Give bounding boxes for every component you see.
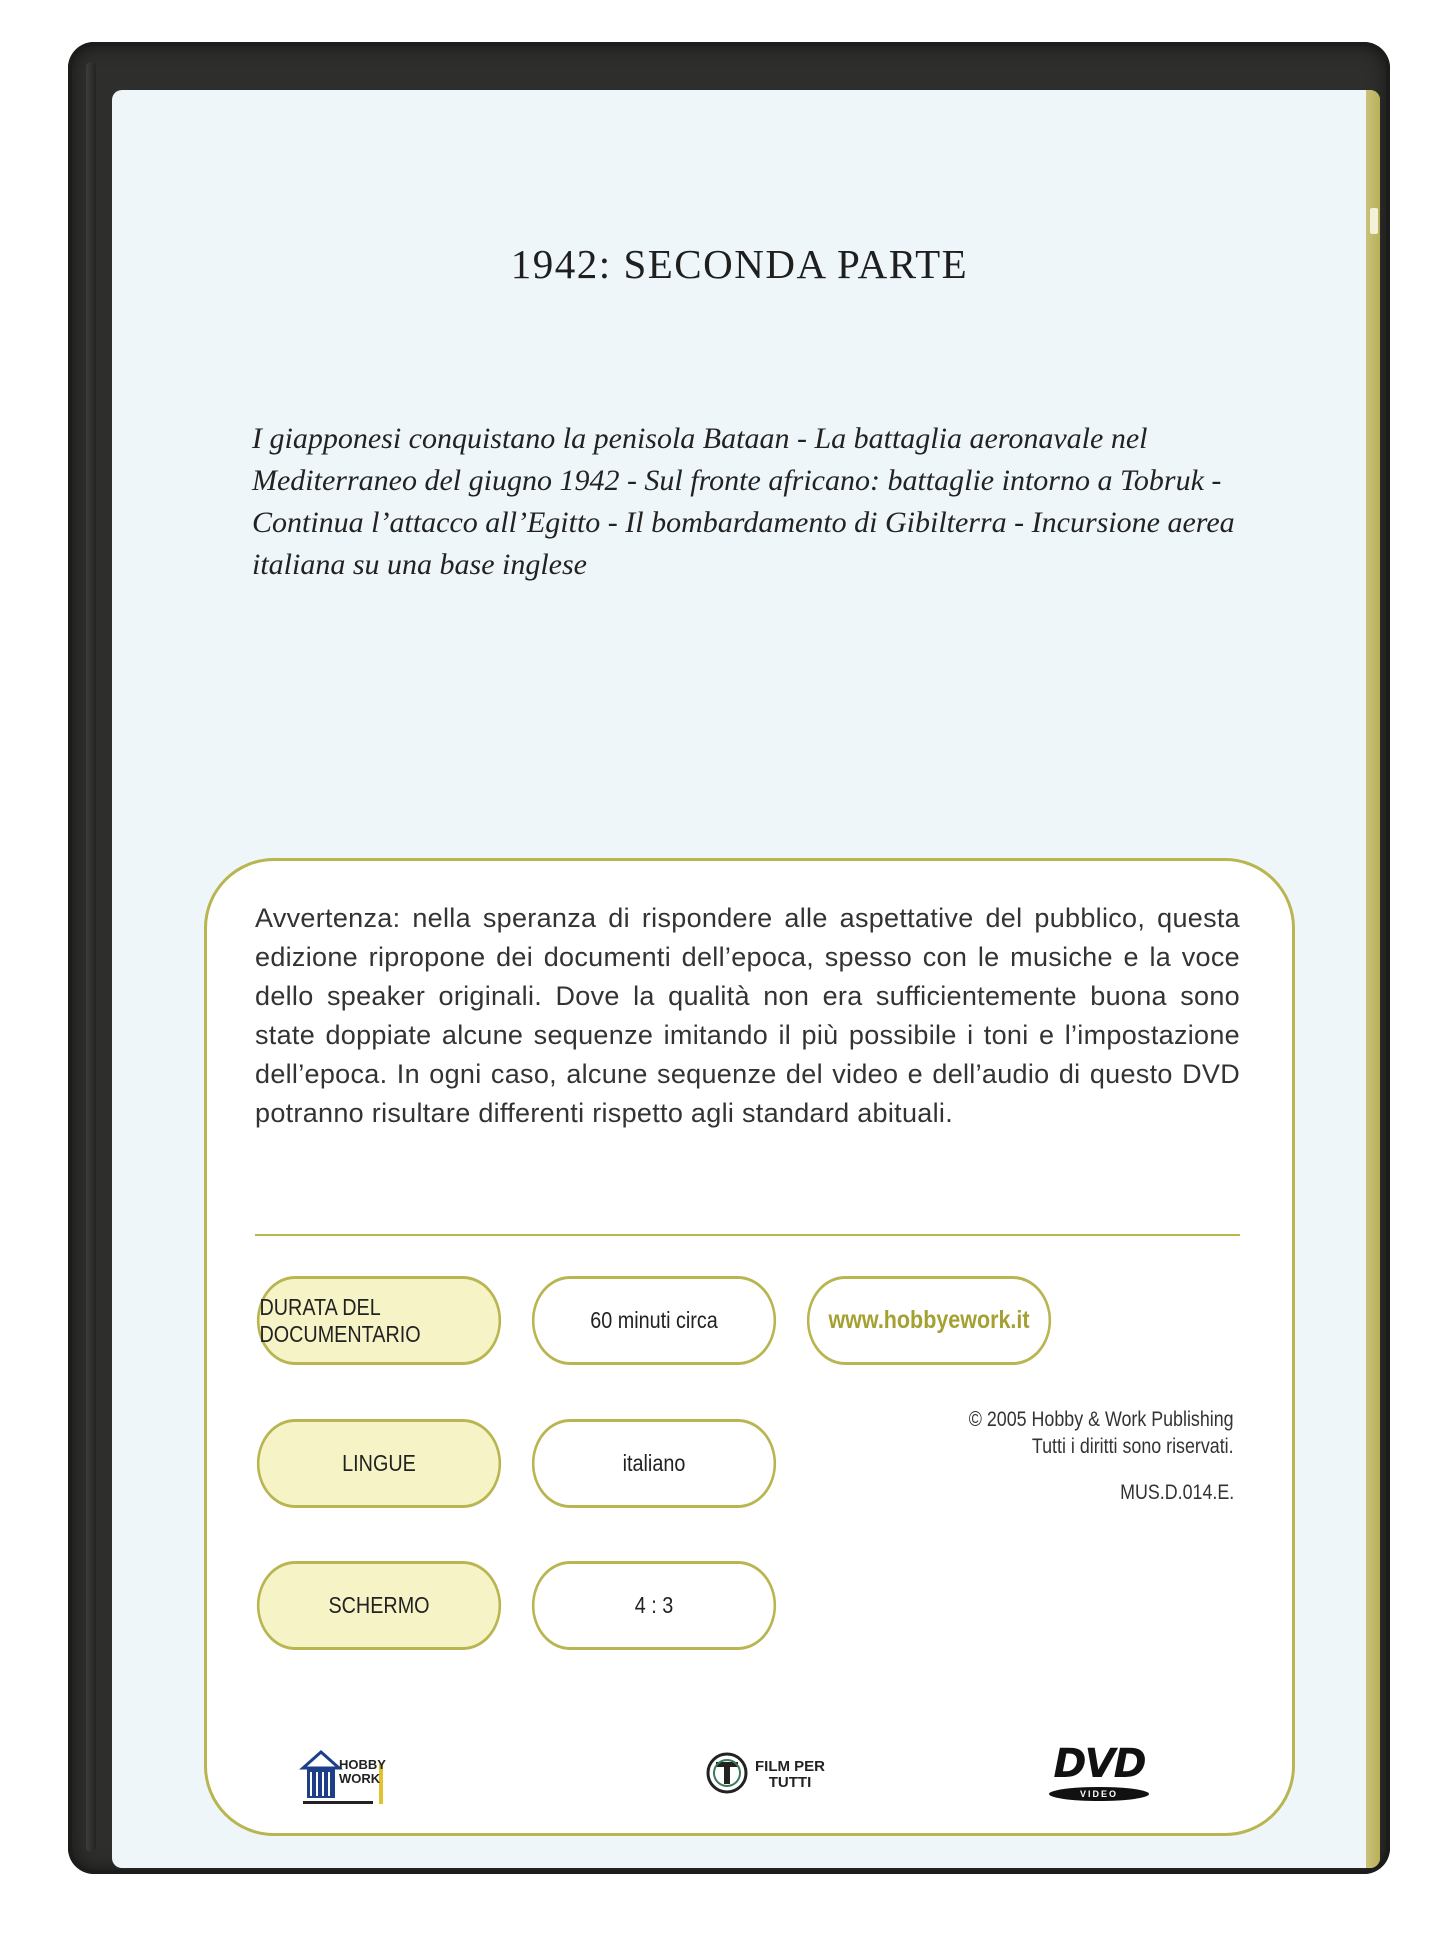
copyright-line1: © 2005 Hobby & Work Publishing [969, 1408, 1234, 1431]
languages-value: italiano [532, 1419, 776, 1508]
screen-label: SCHERMO [257, 1561, 501, 1650]
spine-mark [1370, 208, 1378, 234]
film-reel-icon [705, 1751, 749, 1795]
film-per-tutti-logo [705, 1751, 865, 1801]
screen-value: 4 : 3 [532, 1561, 776, 1650]
work-text: WORK [339, 1771, 381, 1786]
hobby-work-logo [299, 1746, 409, 1808]
warning-text: Avvertenza: nella speranza di rispondere alle aspettative del pubblico, questa edizione ripropone dei documenti dell’epoca, spesso con le musiche e la voce dello speaker originali. Dove la qualità non era sufficientemente buona sono state doppiate alcune sequenze imitando il più possibile i toni e l’impostazione dell’epoca. In ogni caso, alcune sequenze del video e dell’audio di questo DVD potranno risultare differenti rispetto agli standard abituali. [255, 903, 1240, 1128]
hobby-text: HOBBY [339, 1757, 386, 1772]
duration-label: DURATA DEL DOCUMENTARIO [257, 1276, 501, 1365]
film-per-text: FILM PER [755, 1758, 825, 1775]
case-ridge [86, 62, 96, 1852]
duration-value: 60 minuti circa [532, 1276, 776, 1365]
info-panel [204, 858, 1295, 1836]
hobby-work-text [339, 1758, 386, 1786]
tutti-text: TUTTI [768, 1774, 812, 1791]
dvd-case [68, 42, 1390, 1874]
website-link[interactable]: www.hobbyework.it [807, 1276, 1051, 1365]
copyright-line2: Tutti i diritti sono riservati. [1032, 1435, 1234, 1458]
languages-label: LINGUE [257, 1419, 501, 1508]
cover-insert [112, 90, 1380, 1868]
product-code: MUS.D.014.E. [1119, 1481, 1234, 1504]
video-text: VIDEO [1049, 1787, 1149, 1801]
divider [255, 1234, 1240, 1236]
film-per-tutti-text [755, 1759, 825, 1791]
dvd-text: DVD [1053, 1741, 1145, 1787]
copyright [969, 1406, 1234, 1460]
title: 1942: SECONDA PARTE [510, 241, 969, 287]
spine-strip [1366, 90, 1380, 1868]
dvd-video-logo [1035, 1741, 1163, 1805]
description: I giapponesi conquistano la penisola Bataan - La battaglia aeronavale nel Mediterraneo del giugno 1942 - Sul fronte africano: battaglie intorno a Tobruk - Continua l’attacco all’Egitto - Il bombardamento di Gibilterra - Incursione aerea italiana su una base inglese [252, 422, 1235, 581]
